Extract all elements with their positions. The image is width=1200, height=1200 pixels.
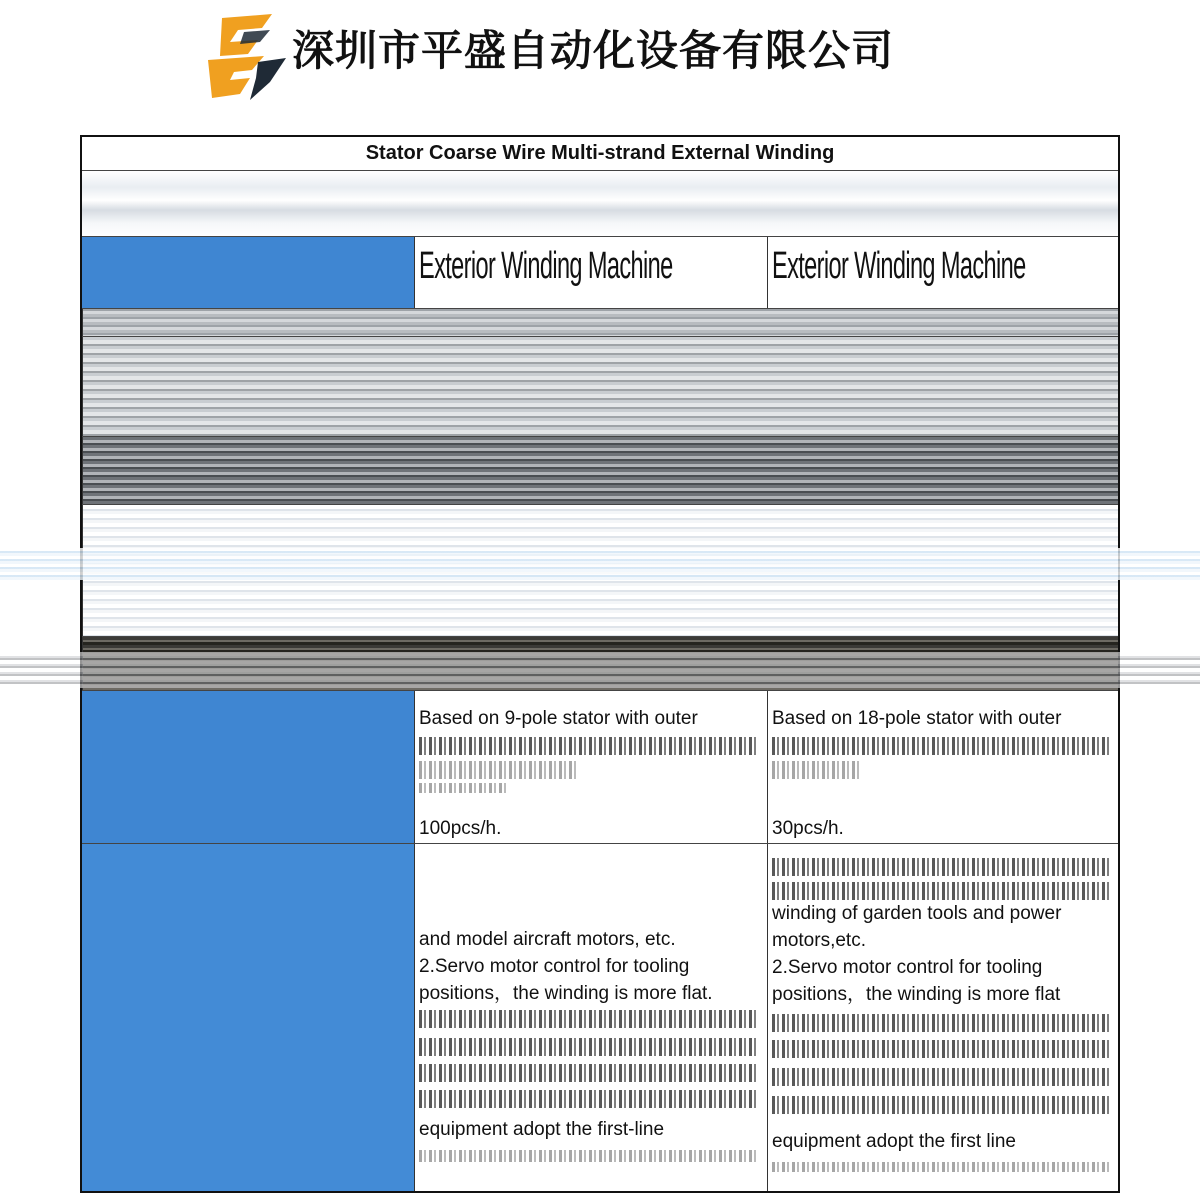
features-cell-2 [767,844,1118,1191]
table-title-row [82,137,1118,171]
features-row [82,844,1118,1191]
blurred-text [419,1150,759,1162]
scan-artifact [0,652,1200,688]
blurred-text [772,1162,1110,1172]
feature-line: motors,etc. [772,930,866,951]
row-label-cell [82,237,414,308]
blurred-text [772,1068,1110,1086]
table-title: Stator Coarse Wire Multi-strand External Winding [365,142,835,164]
speed-text-1: 100pcs/h. [419,818,502,839]
blurred-text [772,882,1110,900]
description-cell-1 [414,691,767,843]
blurred-text [419,1090,759,1108]
blurred-cell [82,437,1118,504]
blurred-text [772,858,1110,876]
company-logo-icon [200,8,290,100]
feature-line: 2.Servo motor control for tooling [419,956,690,977]
column-header-1 [414,237,767,308]
blurred-text [772,761,862,779]
feature-line: and model aircraft motors, etc. [419,929,676,950]
feature-line: equipment adopt the first-line [419,1119,665,1140]
feature-line: positions，the winding is more flat. [419,983,713,1004]
image-row [82,337,1118,437]
column-header-2-text: Exterior Winding Machine [772,245,1026,287]
company-name: 深圳市平盛自动化设备有限公司 [292,26,895,75]
blurred-cell [82,337,1118,436]
description-text-2: Based on 18-pole stator with outer [772,708,1062,729]
blurred-text [772,1096,1110,1114]
blurred-cell [82,309,1118,336]
blurred-text [772,1040,1110,1058]
blurred-text [772,737,1110,755]
blurred-row [82,171,1118,237]
column-header-row [82,237,1118,309]
blurred-text [419,737,759,755]
description-row [82,691,1118,844]
blurred-row [82,309,1118,337]
blurred-text [419,1038,759,1056]
features-cell-1 [414,844,767,1191]
feature-line: 2.Servo motor control for tooling [772,957,1043,978]
description-text-1: Based on 9-pole stator with outer [419,708,698,729]
feature-line: winding of garden tools and power [772,903,1062,924]
speed-text-2: 30pcs/h. [772,818,844,839]
row-label-cell [82,691,414,843]
image-row [82,437,1118,505]
blurred-text [419,783,509,793]
scan-artifact [0,548,1200,580]
blurred-text [419,1010,759,1028]
description-cell-2 [767,691,1118,843]
blurred-text [772,1014,1110,1032]
feature-line: positions，the winding is more flat [772,984,1061,1005]
row-label-cell [82,844,414,1191]
blurred-text [419,1064,759,1082]
column-header-1-text: Exterior Winding Machine [419,245,673,287]
column-header-2 [767,237,1118,308]
feature-line: equipment adopt the first line [772,1131,1016,1152]
blurred-text [419,761,579,779]
page-header [0,0,1200,110]
